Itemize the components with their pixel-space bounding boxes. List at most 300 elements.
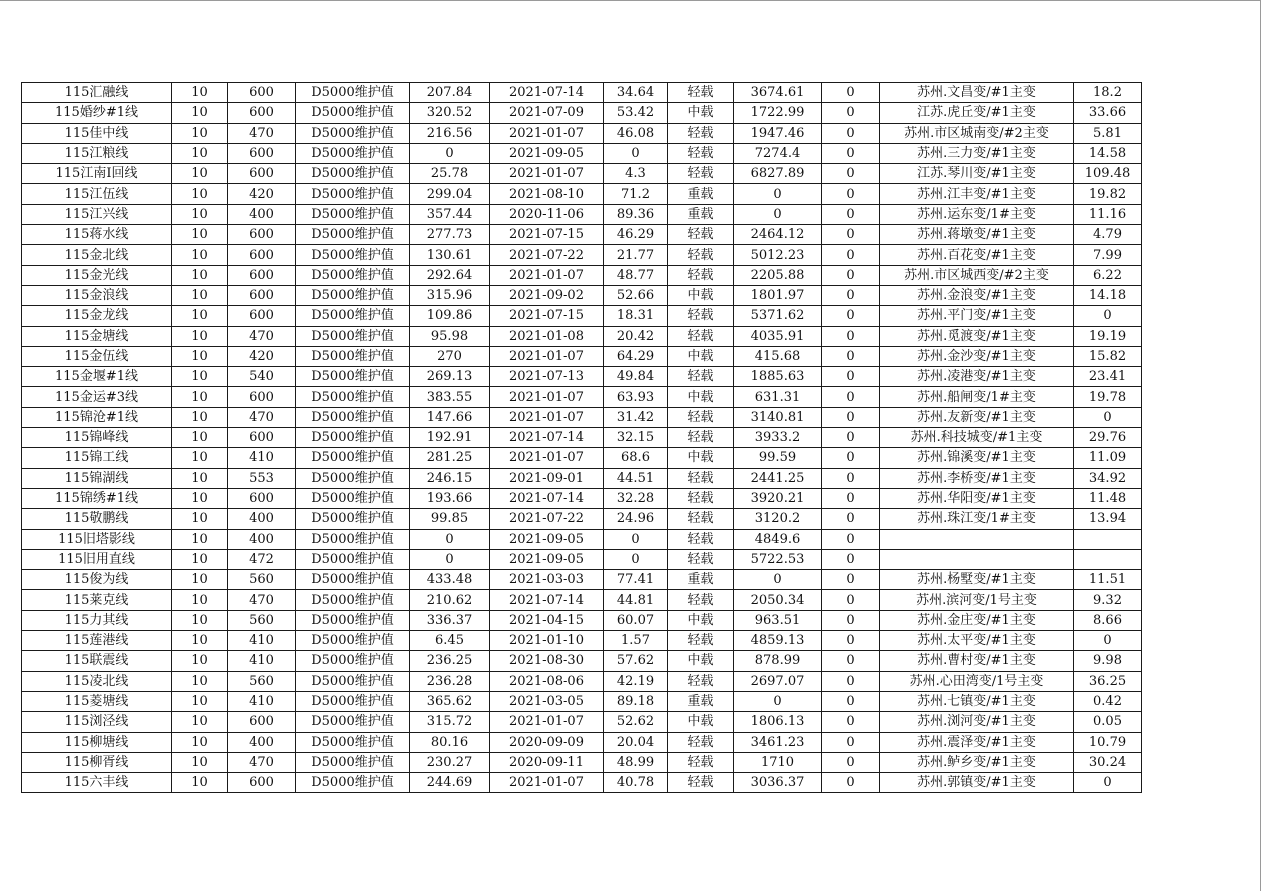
cell-voltage: 10 [172,509,228,529]
cell-load-rate: 21.77 [604,245,668,265]
cell-rated-current: 600 [228,245,296,265]
cell-line-name: 115金塘线 [22,326,172,346]
cell-load-rate: 18.31 [604,306,668,326]
cell-substation: 江苏.琴川变/#1主变 [880,164,1074,184]
cell-voltage: 10 [172,103,228,123]
cell-substation: 苏州.觅渡变/#1主变 [880,326,1074,346]
cell-date: 2021-09-02 [490,285,604,305]
cell-value: 36.25 [1074,671,1142,691]
cell-zero-value: 0 [822,245,880,265]
cell-margin: 0 [734,204,822,224]
cell-rated-current: 400 [228,509,296,529]
cell-margin: 2205.88 [734,265,822,285]
table-row [22,773,1142,793]
cell-voltage: 10 [172,164,228,184]
cell-data-source: D5000维护值 [296,651,410,671]
cell-margin: 5722.53 [734,549,822,569]
cell-voltage: 10 [172,610,228,630]
cell-rated-current: 560 [228,570,296,590]
cell-current: 193.66 [410,488,490,508]
cell-data-source: D5000维护值 [296,773,410,793]
cell-zero-value: 0 [822,773,880,793]
cell-load-level: 轻载 [668,245,734,265]
cell-line-name: 115敬鹏线 [22,509,172,529]
cell-substation [880,529,1074,549]
cell-date: 2020-09-11 [490,752,604,772]
cell-voltage: 10 [172,570,228,590]
cell-margin: 3920.21 [734,488,822,508]
cell-current: 95.98 [410,326,490,346]
cell-zero-value: 0 [822,225,880,245]
cell-date: 2021-08-06 [490,671,604,691]
cell-substation: 苏州.浏河变/#1主变 [880,712,1074,732]
cell-data-source: D5000维护值 [296,529,410,549]
cell-current: 270 [410,346,490,366]
cell-line-name: 115金堰#1线 [22,367,172,387]
cell-zero-value: 0 [822,143,880,163]
cell-value: 0 [1074,407,1142,427]
cell-margin: 4849.6 [734,529,822,549]
cell-line-name: 115蒋水线 [22,225,172,245]
table-row [22,103,1142,123]
cell-voltage: 10 [172,448,228,468]
cell-load-rate: 64.29 [604,346,668,366]
cell-line-name: 115江兴线 [22,204,172,224]
cell-load-rate: 20.42 [604,326,668,346]
cell-rated-current: 410 [228,651,296,671]
cell-zero-value: 0 [822,184,880,204]
cell-current: 80.16 [410,732,490,752]
cell-line-name: 115力其线 [22,610,172,630]
cell-voltage: 10 [172,529,228,549]
cell-substation: 苏州.郭镇变/#1主变 [880,773,1074,793]
cell-current: 130.61 [410,245,490,265]
cell-line-name: 115旧塔影线 [22,529,172,549]
cell-zero-value: 0 [822,488,880,508]
cell-data-source: D5000维护值 [296,245,410,265]
cell-date: 2021-07-15 [490,306,604,326]
cell-substation: 苏州.江丰变/#1主变 [880,184,1074,204]
cell-load-level: 中载 [668,651,734,671]
cell-voltage: 10 [172,407,228,427]
cell-load-rate: 53.42 [604,103,668,123]
cell-date: 2021-03-05 [490,691,604,711]
cell-zero-value: 0 [822,752,880,772]
cell-value: 14.58 [1074,143,1142,163]
cell-current: 299.04 [410,184,490,204]
cell-current: 315.72 [410,712,490,732]
cell-line-name: 115凌北线 [22,671,172,691]
cell-load-level: 中载 [668,448,734,468]
cell-value: 0.42 [1074,691,1142,711]
cell-voltage: 10 [172,488,228,508]
data-table [21,82,1142,793]
cell-margin: 5371.62 [734,306,822,326]
cell-margin: 3120.2 [734,509,822,529]
cell-voltage: 10 [172,468,228,488]
cell-zero-value: 0 [822,549,880,569]
cell-data-source: D5000维护值 [296,691,410,711]
cell-load-rate: 60.07 [604,610,668,630]
cell-load-level: 轻载 [668,225,734,245]
cell-margin: 1885.63 [734,367,822,387]
cell-data-source: D5000维护值 [296,732,410,752]
table-row [22,529,1142,549]
cell-load-level: 中载 [668,285,734,305]
cell-data-source: D5000维护值 [296,590,410,610]
cell-margin: 4035.91 [734,326,822,346]
cell-load-level: 轻载 [668,488,734,508]
table-row [22,732,1142,752]
cell-load-level: 轻载 [668,326,734,346]
cell-data-source: D5000维护值 [296,752,410,772]
cell-line-name: 115六丰线 [22,773,172,793]
table-row [22,306,1142,326]
cell-date: 2021-07-14 [490,83,604,103]
cell-load-level: 中载 [668,346,734,366]
cell-rated-current: 540 [228,367,296,387]
cell-rated-current: 600 [228,712,296,732]
cell-data-source: D5000维护值 [296,488,410,508]
cell-load-level: 中载 [668,712,734,732]
cell-date: 2021-07-15 [490,225,604,245]
cell-data-source: D5000维护值 [296,428,410,448]
cell-margin: 99.59 [734,448,822,468]
cell-substation: 苏州.金沙变/#1主变 [880,346,1074,366]
cell-zero-value: 0 [822,346,880,366]
cell-data-source: D5000维护值 [296,468,410,488]
cell-current: 292.64 [410,265,490,285]
cell-current: 210.62 [410,590,490,610]
cell-line-name: 115锦沧#1线 [22,407,172,427]
cell-rated-current: 600 [228,143,296,163]
cell-rated-current: 600 [228,225,296,245]
cell-zero-value: 0 [822,285,880,305]
cell-substation: 苏州.船闸变/1#主变 [880,387,1074,407]
cell-voltage: 10 [172,326,228,346]
cell-rated-current: 600 [228,164,296,184]
cell-margin: 1947.46 [734,123,822,143]
cell-load-level: 轻载 [668,631,734,651]
cell-date: 2021-09-05 [490,529,604,549]
cell-zero-value: 0 [822,610,880,630]
cell-voltage: 10 [172,83,228,103]
cell-substation: 苏州.珠江变/1#主变 [880,509,1074,529]
cell-substation: 苏州.曹村变/#1主变 [880,651,1074,671]
cell-line-name: 115锦湖线 [22,468,172,488]
cell-zero-value: 0 [822,204,880,224]
cell-rated-current: 600 [228,83,296,103]
cell-substation: 苏州.滨河变/1号主变 [880,590,1074,610]
cell-current: 109.86 [410,306,490,326]
cell-margin: 415.68 [734,346,822,366]
cell-load-rate: 44.81 [604,590,668,610]
cell-date: 2021-07-22 [490,245,604,265]
cell-date: 2020-11-06 [490,204,604,224]
cell-rated-current: 553 [228,468,296,488]
cell-rated-current: 420 [228,184,296,204]
cell-substation: 江苏.虎丘变/#1主变 [880,103,1074,123]
cell-rated-current: 560 [228,671,296,691]
cell-load-rate: 89.36 [604,204,668,224]
table-row [22,204,1142,224]
cell-data-source: D5000维护值 [296,631,410,651]
table-row [22,225,1142,245]
cell-voltage: 10 [172,346,228,366]
cell-rated-current: 400 [228,204,296,224]
table-row [22,83,1142,103]
cell-date: 2021-07-09 [490,103,604,123]
cell-line-name: 115柳塘线 [22,732,172,752]
cell-load-rate: 49.84 [604,367,668,387]
table-row [22,285,1142,305]
cell-zero-value: 0 [822,732,880,752]
cell-zero-value: 0 [822,326,880,346]
cell-substation [880,549,1074,569]
cell-data-source: D5000维护值 [296,712,410,732]
cell-current: 6.45 [410,631,490,651]
cell-data-source: D5000维护值 [296,448,410,468]
cell-current: 147.66 [410,407,490,427]
cell-load-level: 重载 [668,691,734,711]
cell-margin: 1710 [734,752,822,772]
cell-data-source: D5000维护值 [296,83,410,103]
cell-load-level: 轻载 [668,123,734,143]
table-row [22,448,1142,468]
cell-load-level: 重载 [668,204,734,224]
cell-substation: 苏州.李桥变/#1主变 [880,468,1074,488]
cell-load-rate: 63.93 [604,387,668,407]
cell-value: 7.99 [1074,245,1142,265]
cell-substation: 苏州.心田湾变/1号主变 [880,671,1074,691]
cell-zero-value: 0 [822,123,880,143]
cell-value: 6.22 [1074,265,1142,285]
table-row [22,245,1142,265]
cell-data-source: D5000维护值 [296,610,410,630]
cell-load-rate: 68.6 [604,448,668,468]
cell-load-rate: 20.04 [604,732,668,752]
cell-margin: 6827.89 [734,164,822,184]
cell-margin: 0 [734,691,822,711]
cell-substation: 苏州.三力变/#1主变 [880,143,1074,163]
cell-data-source: D5000维护值 [296,164,410,184]
cell-load-rate: 48.99 [604,752,668,772]
cell-rated-current: 470 [228,407,296,427]
cell-current: 0 [410,529,490,549]
cell-value: 0 [1074,631,1142,651]
cell-zero-value: 0 [822,529,880,549]
cell-load-rate: 32.15 [604,428,668,448]
cell-data-source: D5000维护值 [296,346,410,366]
cell-voltage: 10 [172,752,228,772]
cell-voltage: 10 [172,631,228,651]
cell-value: 9.32 [1074,590,1142,610]
cell-zero-value: 0 [822,651,880,671]
cell-load-rate: 4.3 [604,164,668,184]
cell-margin: 2464.12 [734,225,822,245]
cell-load-level: 轻载 [668,671,734,691]
cell-data-source: D5000维护值 [296,265,410,285]
cell-load-level: 轻载 [668,367,734,387]
cell-line-name: 115俊为线 [22,570,172,590]
cell-line-name: 115金光线 [22,265,172,285]
cell-date: 2021-07-22 [490,509,604,529]
table-row [22,428,1142,448]
cell-date: 2021-07-13 [490,367,604,387]
cell-voltage: 10 [172,245,228,265]
cell-value: 34.92 [1074,468,1142,488]
cell-rated-current: 410 [228,691,296,711]
cell-rated-current: 470 [228,590,296,610]
table-body [22,83,1142,793]
cell-load-rate: 34.64 [604,83,668,103]
cell-line-name: 115婚纱#1线 [22,103,172,123]
cell-value [1074,529,1142,549]
table-row [22,712,1142,732]
cell-line-name: 115江伍线 [22,184,172,204]
cell-line-name: 115莱克线 [22,590,172,610]
cell-substation: 苏州.七镇变/#1主变 [880,691,1074,711]
cell-voltage: 10 [172,549,228,569]
cell-line-name: 115江粮线 [22,143,172,163]
cell-current: 336.37 [410,610,490,630]
cell-current: 192.91 [410,428,490,448]
table-row [22,184,1142,204]
cell-line-name: 115金运#3线 [22,387,172,407]
cell-date: 2021-01-07 [490,387,604,407]
cell-current: 246.15 [410,468,490,488]
table-row [22,651,1142,671]
cell-line-name: 115金龙线 [22,306,172,326]
cell-load-rate: 42.19 [604,671,668,691]
cell-date: 2021-01-07 [490,265,604,285]
cell-load-rate: 46.08 [604,123,668,143]
cell-margin: 4859.13 [734,631,822,651]
table-row [22,590,1142,610]
cell-substation: 苏州.金庄变/#1主变 [880,610,1074,630]
cell-substation: 苏州.太平变/#1主变 [880,631,1074,651]
cell-voltage: 10 [172,671,228,691]
table-row [22,631,1142,651]
cell-date: 2021-07-14 [490,590,604,610]
cell-load-level: 轻载 [668,468,734,488]
cell-value: 29.76 [1074,428,1142,448]
table-row [22,488,1142,508]
cell-data-source: D5000维护值 [296,509,410,529]
cell-voltage: 10 [172,265,228,285]
cell-load-level: 轻载 [668,306,734,326]
table-row [22,570,1142,590]
cell-substation: 苏州.友新变/#1主变 [880,407,1074,427]
cell-substation: 苏州.市区城西变/#2主变 [880,265,1074,285]
cell-value: 0.05 [1074,712,1142,732]
cell-voltage: 10 [172,387,228,407]
cell-zero-value: 0 [822,164,880,184]
cell-rated-current: 600 [228,285,296,305]
cell-current: 207.84 [410,83,490,103]
cell-load-level: 轻载 [668,590,734,610]
cell-margin: 631.31 [734,387,822,407]
cell-zero-value: 0 [822,671,880,691]
cell-date: 2021-01-08 [490,326,604,346]
cell-substation: 苏州.蒋墩变/#1主变 [880,225,1074,245]
cell-margin: 878.99 [734,651,822,671]
cell-load-level: 轻载 [668,773,734,793]
cell-zero-value: 0 [822,387,880,407]
cell-current: 357.44 [410,204,490,224]
cell-current: 269.13 [410,367,490,387]
cell-margin: 1806.13 [734,712,822,732]
cell-date: 2021-09-05 [490,549,604,569]
cell-data-source: D5000维护值 [296,367,410,387]
cell-voltage: 10 [172,184,228,204]
cell-rated-current: 410 [228,448,296,468]
cell-load-level: 轻载 [668,428,734,448]
cell-load-level: 轻载 [668,83,734,103]
cell-current: 281.25 [410,448,490,468]
cell-value: 18.2 [1074,83,1142,103]
cell-rated-current: 560 [228,610,296,630]
table-row [22,691,1142,711]
cell-data-source: D5000维护值 [296,387,410,407]
cell-data-source: D5000维护值 [296,326,410,346]
cell-zero-value: 0 [822,407,880,427]
cell-value: 0 [1074,773,1142,793]
cell-data-source: D5000维护值 [296,285,410,305]
cell-value: 14.18 [1074,285,1142,305]
cell-margin: 1801.97 [734,285,822,305]
cell-margin: 0 [734,184,822,204]
cell-margin: 2697.07 [734,671,822,691]
cell-margin: 3674.61 [734,83,822,103]
cell-date: 2021-09-01 [490,468,604,488]
cell-rated-current: 470 [228,326,296,346]
cell-line-name: 115柳胥线 [22,752,172,772]
cell-date: 2021-08-10 [490,184,604,204]
cell-zero-value: 0 [822,265,880,285]
cell-substation: 苏州.杨墅变/#1主变 [880,570,1074,590]
cell-zero-value: 0 [822,83,880,103]
cell-load-level: 轻载 [668,143,734,163]
cell-value: 15.82 [1074,346,1142,366]
cell-line-name: 115江南Ⅰ回线 [22,164,172,184]
cell-value: 11.09 [1074,448,1142,468]
cell-current: 236.25 [410,651,490,671]
cell-load-rate: 31.42 [604,407,668,427]
cell-data-source: D5000维护值 [296,549,410,569]
cell-load-rate: 0 [604,529,668,549]
cell-date: 2021-01-07 [490,448,604,468]
cell-load-rate: 77.41 [604,570,668,590]
table-row [22,387,1142,407]
cell-margin: 963.51 [734,610,822,630]
cell-margin: 3036.37 [734,773,822,793]
cell-current: 277.73 [410,225,490,245]
cell-zero-value: 0 [822,570,880,590]
cell-data-source: D5000维护值 [296,306,410,326]
cell-value: 13.94 [1074,509,1142,529]
cell-value: 33.66 [1074,103,1142,123]
table-row [22,752,1142,772]
cell-load-level: 轻载 [668,509,734,529]
cell-current: 25.78 [410,164,490,184]
cell-margin: 3933.2 [734,428,822,448]
cell-value: 11.51 [1074,570,1142,590]
cell-load-level: 中载 [668,387,734,407]
table-row [22,671,1142,691]
table-row [22,326,1142,346]
cell-line-name: 115金北线 [22,245,172,265]
